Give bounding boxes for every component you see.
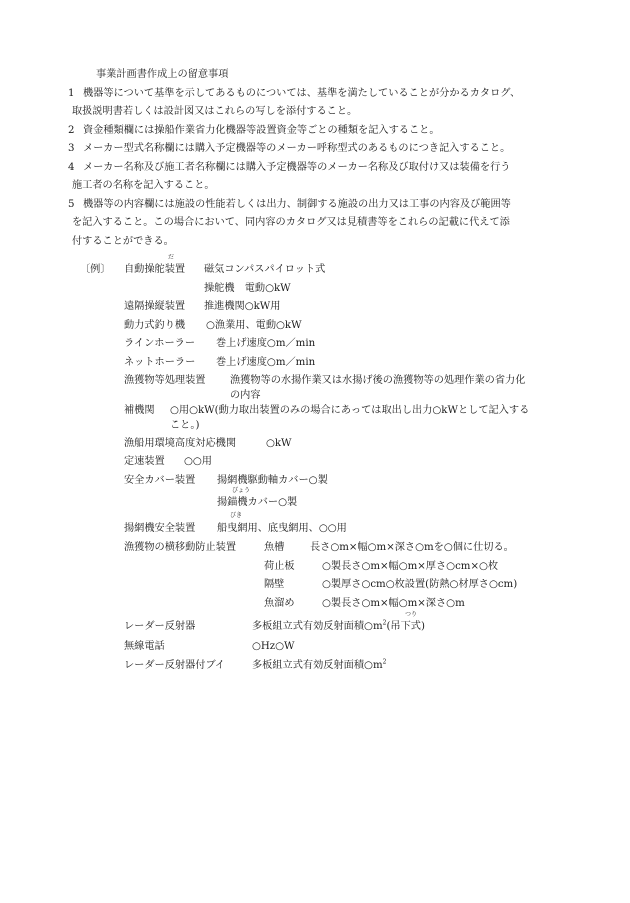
note-text: メーカー型式名称欄には購入予定機器等のメーカー呼称型式のあるものにつき記入すること。: [83, 143, 511, 154]
note-number: 3: [68, 143, 75, 154]
furigana: つり: [405, 611, 418, 618]
example-term: 漁獲物の横移動防止装置: [124, 542, 237, 553]
furigana: だ: [168, 254, 175, 261]
note-number: 2: [68, 125, 75, 136]
example-desc: 巻上げ速度○m／min: [216, 338, 316, 349]
example-desc: ○Hz○W: [252, 641, 295, 652]
note-text: 施工者の名称を記入すること。: [72, 180, 215, 191]
example-desc: 漁獲物等の水揚作業又は水揚げ後の漁獲物等の処理作業の省力化: [230, 375, 526, 386]
example-desc: ○漁業用、電動○kW: [206, 320, 302, 331]
note-text: 機器等の内容欄には施設の性能若しくは出力、制御する施設の出力又は工事の内容及び範囲等: [83, 199, 511, 210]
sub-label: 荷止板: [264, 561, 295, 572]
example-term: レーダー反射器付ブイ: [124, 660, 225, 671]
example-label: 〔例〕: [80, 264, 111, 275]
example-desc: こと。): [170, 420, 200, 431]
sub-desc: 長さ○m×幅○m×深さ○mを○個に仕切る。: [310, 542, 514, 553]
furigana: びょう: [232, 487, 251, 494]
example-term: ラインホーラー: [124, 338, 196, 349]
example-term: 漁船用環境高度対応機関: [124, 438, 237, 449]
example-desc: 船曳網用、底曳網用、○○用: [217, 523, 347, 534]
example-term: 無線電話: [124, 641, 165, 652]
sub-label: 魚溜め: [264, 598, 295, 609]
example-desc: 磁気コンパスパイロット式: [204, 264, 326, 275]
sub-desc: ○製厚さ○cm○枚設置(防熱○材厚さ○cm): [322, 579, 518, 590]
example-term: 遠隔操縦装置: [124, 301, 186, 312]
note-text: 取扱説明書若しくは設計図又はこれらの写しを添付すること。: [72, 106, 358, 117]
example-desc: 推進機関○kW用: [204, 301, 281, 312]
note-number: 5: [68, 199, 75, 210]
note-text: 機器等について基準を示してあるものについては、基準を満たしていることが分かるカタログ、: [83, 88, 521, 99]
sub-label: 魚槽: [264, 542, 285, 553]
example-desc: 操舵機 電動○kW: [204, 283, 291, 294]
example-term: レーダー反射器: [124, 621, 196, 632]
example-desc: の内容: [230, 390, 261, 401]
example-desc: 多板組立式有効反射面積$○m^2$: [252, 658, 387, 671]
sub-desc: ○製長さ○m×幅○m×深さ○m: [322, 598, 465, 609]
note-number: 4: [68, 162, 75, 173]
furigana: びき: [230, 512, 243, 519]
example-desc: 揚網機駆動軸カバー○製: [217, 475, 328, 486]
example-term: 漁獲物等処理装置: [124, 375, 206, 386]
example-term: 揚網機安全装置: [124, 523, 196, 534]
note-text: メーカー名称及び施工者名称欄には購入予定機器等のメーカー名称及び取付け又は装備を行う: [83, 162, 511, 173]
note-text: 資金種類欄には操船作業省力化機器等設置資金等ごとの種類を記入すること。: [83, 125, 440, 136]
note-text: を記入すること。この場合において、同内容のカタログ又は見積書等をこれらの記載に代えて添: [72, 217, 510, 228]
example-desc: ○kW: [266, 438, 292, 449]
sub-label: 隔壁: [264, 579, 285, 590]
example-desc: 巻上げ速度○m／min: [216, 357, 316, 368]
note-text: 付することができる。: [72, 236, 174, 247]
document-title: 事業計画書作成上の留意事項: [96, 69, 229, 80]
sub-desc: ○製長さ○m×幅○m×厚さ○cm×○枚: [322, 561, 499, 572]
example-term: 補機関: [124, 405, 155, 416]
example-desc: ○用○kW(動力取出装置のみの場合にあっては取出し出力○kWとして記入する: [170, 405, 530, 416]
example-desc: 多板組立式有効反射面積$○m^2$(吊下式): [252, 619, 425, 632]
example-term: 動力式釣り機: [124, 320, 186, 331]
note-number: 1: [68, 88, 75, 99]
example-term: 安全カバー装置: [124, 475, 196, 486]
example-term: ネットホーラー: [124, 357, 196, 368]
example-desc: ○○用: [184, 456, 212, 467]
example-term: 定速装置: [124, 456, 165, 467]
example-term: 自動操舵装置: [124, 264, 186, 275]
example-desc: 揚錨機カバー○製: [217, 497, 298, 508]
